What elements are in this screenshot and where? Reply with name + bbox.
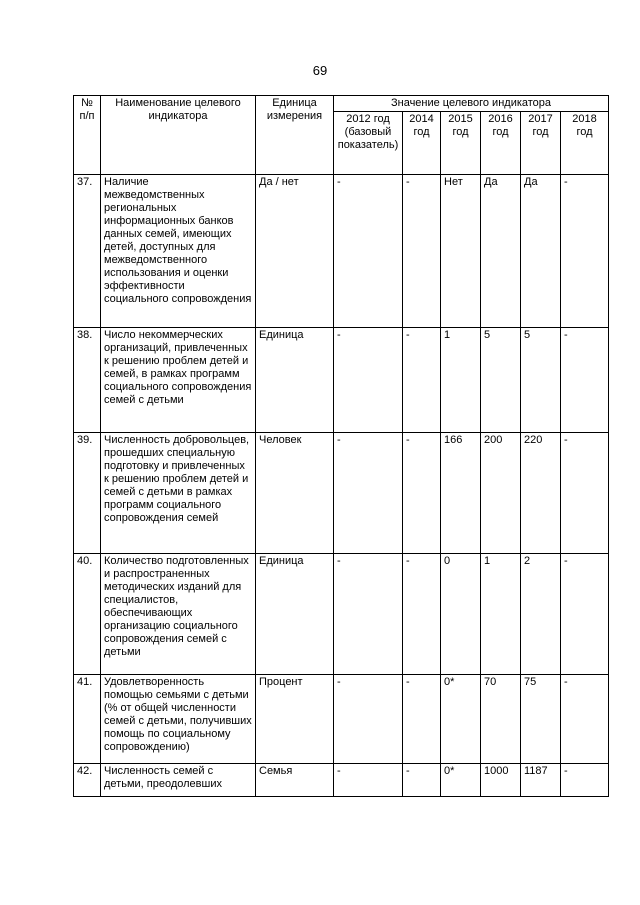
header-row	[74, 96, 609, 112]
header-values-group: Значение целевого индикатора	[334, 96, 609, 112]
value-2014: -	[403, 175, 441, 328]
value-2016: 1	[481, 554, 521, 675]
row-unit: Человек	[256, 433, 334, 554]
row-name: Количество подготовленных и распространенных методических изданий для специалистов, обеспечивающих организацию социального сопровождения семей с детьми	[101, 554, 256, 675]
header-name: Наименование целевого индикатора	[101, 96, 256, 175]
row-name: Численность семей с детьми, преодолевших	[101, 764, 256, 797]
table-row	[74, 433, 609, 554]
value-2016: 5	[481, 328, 521, 433]
header-num: № п/п	[74, 96, 101, 175]
value-2012: -	[334, 764, 403, 797]
value-2017: 1187	[521, 764, 561, 797]
value-2014: -	[403, 764, 441, 797]
value-2015: 0*	[441, 764, 481, 797]
value-2017: 220	[521, 433, 561, 554]
value-2018: -	[561, 175, 609, 328]
value-2015: 166	[441, 433, 481, 554]
table-row	[74, 175, 609, 328]
value-2018: -	[561, 433, 609, 554]
row-unit: Процент	[256, 675, 334, 764]
value-2015: Нет	[441, 175, 481, 328]
value-2018: -	[561, 554, 609, 675]
row-name: Число некоммерческих организаций, привлеченных к решению проблем детей и семей, в рамках программ социального сопровождения семей с детьми	[101, 328, 256, 433]
header-year-2016: 2016 год	[481, 112, 521, 175]
row-name: Наличие межведомственных региональных информационных банков данных семей, имеющих детей, доступных для межведомственного использования и оценки эффективности социального сопровождения	[101, 175, 256, 328]
value-2018: -	[561, 764, 609, 797]
value-2014: -	[403, 675, 441, 764]
value-2016: 70	[481, 675, 521, 764]
row-num: 37.	[74, 175, 101, 328]
table-row	[74, 764, 609, 797]
table-row	[74, 675, 609, 764]
row-num: 40.	[74, 554, 101, 675]
value-2012: -	[334, 328, 403, 433]
row-num: 42.	[74, 764, 101, 797]
header-year-2012: 2012 год (базовый показатель)	[334, 112, 403, 175]
value-2017: 75	[521, 675, 561, 764]
row-num: 39.	[74, 433, 101, 554]
table-row	[74, 328, 609, 433]
header-year-2015: 2015 год	[441, 112, 481, 175]
header-year-2014: 2014 год	[403, 112, 441, 175]
value-2016: 200	[481, 433, 521, 554]
value-2017: 5	[521, 328, 561, 433]
row-unit: Семья	[256, 764, 334, 797]
value-2014: -	[403, 554, 441, 675]
header-year-2017: 2017 год	[521, 112, 561, 175]
value-2015: 0*	[441, 675, 481, 764]
value-2017: 2	[521, 554, 561, 675]
header-year-2018: 2018 год	[561, 112, 609, 175]
row-num: 41.	[74, 675, 101, 764]
page-number: 69	[312, 63, 328, 78]
row-name: Удовлетворенность помощью семьями с детьми (% от общей численности семей с детьми, получивших помощь по социальному сопровождению)	[101, 675, 256, 764]
row-name: Численность добровольцев, прошедших специальную подготовку и привлеченных к решению проблем детей и семей с детьми в рамках программ социального сопровождения семей	[101, 433, 256, 554]
row-num: 38.	[74, 328, 101, 433]
value-2014: -	[403, 433, 441, 554]
value-2012: -	[334, 554, 403, 675]
indicators-table	[73, 95, 609, 797]
value-2014: -	[403, 328, 441, 433]
row-unit: Да / нет	[256, 175, 334, 328]
value-2018: -	[561, 675, 609, 764]
value-2015: 1	[441, 328, 481, 433]
header-unit: Единица измерения	[256, 96, 334, 175]
value-2012: -	[334, 675, 403, 764]
table-row	[74, 554, 609, 675]
row-unit: Единица	[256, 554, 334, 675]
value-2016: Да	[481, 175, 521, 328]
value-2012: -	[334, 433, 403, 554]
value-2017: Да	[521, 175, 561, 328]
value-2015: 0	[441, 554, 481, 675]
value-2012: -	[334, 175, 403, 328]
value-2016: 1000	[481, 764, 521, 797]
row-unit: Единица	[256, 328, 334, 433]
value-2018: -	[561, 328, 609, 433]
